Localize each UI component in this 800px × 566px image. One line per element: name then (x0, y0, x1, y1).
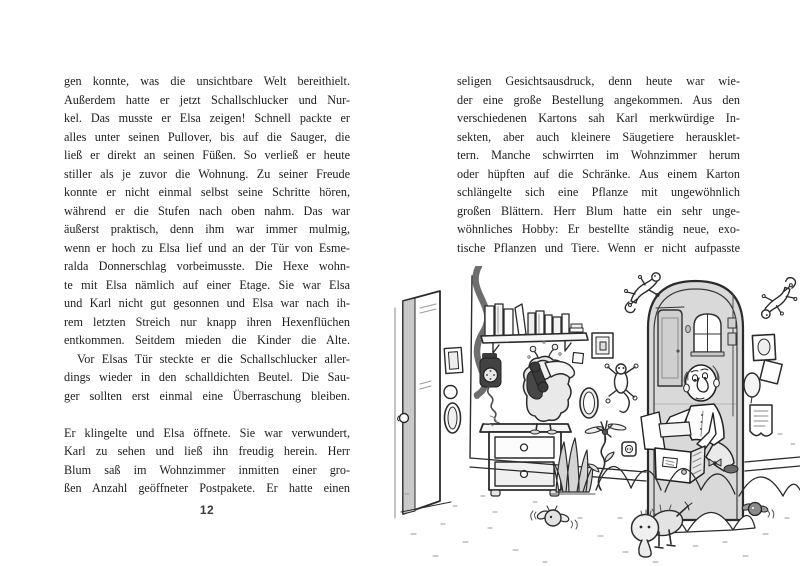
creature-foot (531, 430, 540, 434)
text-line: tern. Manche schwirrten im Wohnzimmer herum (457, 148, 740, 162)
text-line: Er klingelte und Elsa öffnete. Sie war verwundert, (64, 425, 350, 440)
book-icon (528, 313, 535, 336)
bookshelf (481, 304, 588, 353)
power-outlet-icon (622, 442, 636, 456)
gecko-climbing-icon (605, 364, 638, 412)
text-line: stiller als je zuvor die Wohnung. Zu seiner Freude (64, 166, 350, 181)
book-icon (545, 315, 552, 336)
text-line: Außerdem hatte er jetzt Schallschlucker und Nur- (64, 92, 350, 107)
ear (714, 379, 720, 387)
book-icon (504, 309, 513, 336)
text-line: seligen Gesichtsausdruck, denn heute war wie- (457, 74, 740, 88)
motion-marks (768, 510, 774, 518)
hall-frame-icon (728, 318, 736, 328)
shipping-label (663, 457, 678, 467)
wall-phone (480, 353, 517, 432)
hopping-bug-icon (531, 506, 578, 529)
text-line: wenn er hoch zu Elsa lief und an der Tür von Esme- (64, 240, 350, 255)
open-door (395, 291, 451, 518)
left-page-text (64, 72, 350, 498)
mid-wall-frames (573, 333, 613, 418)
text-line: sekten, aber auch kleinere Säugetiere herausklet- (457, 129, 740, 144)
bounce-arc (783, 484, 800, 496)
feet (655, 545, 675, 548)
leaning-book-icon (515, 304, 526, 336)
arched-window (691, 314, 724, 356)
motion-marks (571, 520, 577, 529)
book-icon (536, 311, 544, 336)
bounce-arc (739, 477, 783, 496)
text-line: verschiedenen Kartons sah Karl merkwürdige In- (457, 111, 740, 125)
round-frame-icon (444, 386, 457, 399)
text-line: ßen Anzahl geöffneter Postpakete. Er hatte einen (64, 481, 350, 495)
motion-marks (531, 511, 536, 520)
right-wall-frames (744, 334, 782, 436)
balloon-frame-icon (744, 373, 760, 397)
text-line: ger sollten erst einmal eine Überraschung bleiben. (64, 388, 350, 403)
text-line: tische Pflanzen und Tiere. Wenn er nicht aufpasste (457, 240, 740, 255)
door-knob (400, 414, 409, 423)
text-line: während er die Stufen nach oben nahm. Das war (64, 203, 350, 218)
text-line: und Karl nicht gut gesonnen und Elsa war nach ih- (64, 296, 350, 310)
text-line: großen Blättern. Herr Blum hatte ein sehr unge- (457, 203, 740, 218)
fluffy-creature (523, 341, 574, 434)
text-line: konnte er nicht einmal selbst seine Schritte hören, (64, 185, 350, 199)
text-line: ralda Donnerschlag vorbeimusste. Die Hexe wohn- (64, 259, 350, 273)
text-line: oder hüpften auf die Schränke. Aus einem Karton (457, 166, 740, 181)
text-line: Karl zu sehen und ließ ihn freudig herein. Herr (64, 444, 350, 458)
text-line: Vor Elsas Tür steckte er die Schallschlucker aller- (77, 351, 350, 366)
drawer-knob (521, 444, 528, 451)
nose (697, 378, 708, 392)
illustration-svg (393, 266, 800, 566)
text-line: ließ er direkt an seinen Füßen. So verließ er heute (64, 148, 350, 162)
text-line: dings wieder in den schalldichten Beutel. Die Sau- (64, 370, 350, 384)
text-line: entkommen. Seitdem mieden die Kinder die Alte. (64, 333, 350, 347)
illustration (393, 266, 800, 566)
flat-book-icon (570, 328, 583, 332)
gecko-icon (760, 277, 797, 318)
ear (684, 384, 690, 392)
text-line: alles unter seinen Pullover, bis auf die Sauger, die (64, 129, 350, 144)
right-page-text (457, 72, 740, 257)
small-frame-icon (573, 353, 584, 364)
creature-foot (548, 430, 557, 434)
text-line: äußerst praktisch, denn ihm war immer mulmig, (64, 222, 350, 236)
shoe (724, 465, 738, 473)
antenna-ball (552, 344, 558, 350)
text-line: rem letzten Streich nur knapp ihren Hexenflüchen (64, 314, 350, 329)
hallway-door (656, 307, 684, 386)
text-line: Blum saß im Wohnzimmer inmitten einer gro- (64, 462, 350, 477)
book-icon (495, 304, 503, 336)
book-icon (485, 306, 494, 336)
wall-sconce (686, 325, 691, 332)
left-wall-frames (444, 276, 472, 458)
text-line: gen konnte, was die unsichtbare Welt bereithielt. (64, 74, 350, 88)
hall-frame-icon (728, 333, 736, 345)
creature-head (632, 515, 659, 542)
text-line: kel. Das musste er Elsa zeigen! Schnell packte er (64, 111, 350, 125)
tilted-frame-icon (760, 360, 782, 384)
page-number: 12 (199, 503, 215, 517)
flat-book-icon (571, 324, 582, 328)
trunk-nose (639, 540, 651, 557)
archway (641, 281, 743, 520)
text-line: wöhnliches Hobby: Er bestellte ständig neue, exo- (457, 222, 740, 236)
box-flap (659, 422, 691, 437)
paper-note-icon (750, 405, 772, 436)
text-line (64, 405, 350, 424)
text-line: schlängelte sich eine Pflanze mit ungewöhnlich (457, 185, 740, 199)
book-icon (562, 314, 569, 336)
door-handle (676, 349, 679, 352)
antenna-ball (530, 346, 536, 352)
sticker (682, 470, 687, 475)
text-line: te mit Elsa nämlich auf einer Etage. Sie war Elsa (64, 277, 350, 292)
text-line: der eine große Bestellung angekommen. Aus den (457, 92, 740, 107)
